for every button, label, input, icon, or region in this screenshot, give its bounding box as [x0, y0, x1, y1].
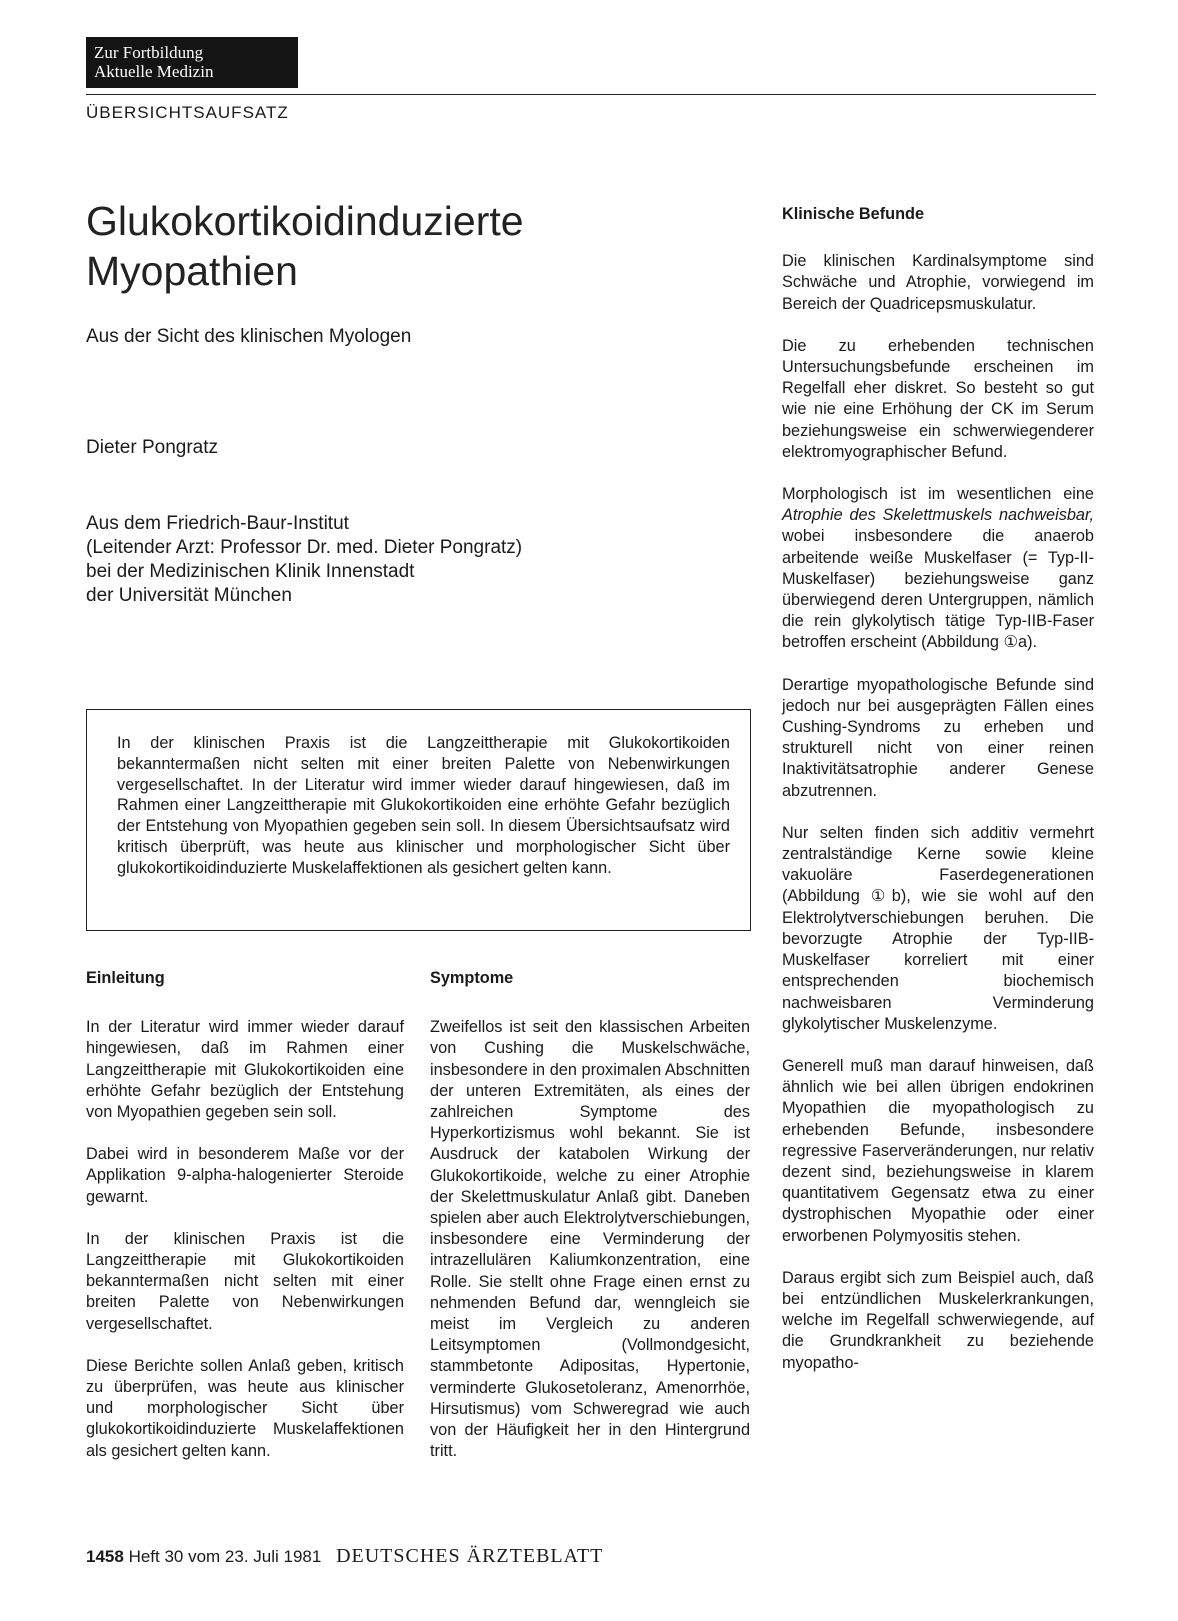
issue-info: Heft 30 vom 23. Juli 1981 [128, 1547, 322, 1566]
affiliation-line: bei der Medizinischen Klinik Innenstadt [86, 561, 415, 582]
page-number: 1458 [86, 1547, 124, 1566]
affiliation-line: Aus dem Friedrich-Baur-Institut [86, 513, 349, 534]
paragraph: Derartige myopathologische Befunde sind jedoch nur bei ausgeprägten Fällen eines Cushing-Syndroms zu erheben und strukturell nicht von einer reinen Inaktivitätsatrophie anderer Genese abzutrennen. [782, 675, 1094, 800]
paragraph-text: Morphologisch ist im wesentlichen eine [782, 485, 1094, 504]
paragraph: Nur selten finden sich additiv vermehrt zentralständige Kerne sowie kleine vakuoläre Faserdegenerationen (Abbildung ①b), wie sie wohl auf den Elektrolytverschiebungen beruhen. Die bevorzugte Atrophie der Typ-IIB-Muskelfaser korreliert mit einer entsprechenden biochemisch nachweisbaren Verminderung glykolytischer Muskelenzyme. [782, 823, 1094, 1033]
title-line-2: Myopathien [86, 248, 298, 294]
article-title [86, 196, 524, 296]
paragraph: Zweifellos ist seit den klassischen Arbeiten von Cushing die Muskelschwäche, insbesondere in den proximalen Abschnitten der unteren Extremitäten, als eines der zahlreichen Symptome des Hyperkortizismus wohl bekannt. Sie ist Ausdruck der katabolen Wirkung der Glukokortikoide, welche zu einer Atrophie der Skelettmuskulatur Anlaß gibt. Daneben spielen aber auch Elektrolytverschiebungen, insbesondere eine Verminderung der intrazellulären Kaliumkonzentration, eine Rolle. Sie stellt ohne Frage einen ernst zu nehmenden Befund dar, wenngleich sie meist im Vergleich zu anderen Leitsymptomen (Vollmondgesicht, stammbetonte Adipositas, Hypertonie, verminderte Glukosetoleranz, Amenorrhöe, Hirsutismus) vom Schweregrad wie auch von der Häufigkeit her in den Hintergrund tritt. [430, 1018, 750, 1461]
category-badge [86, 37, 298, 88]
journal-name: DEUTSCHES ÄRZTEBLATT [336, 1545, 604, 1567]
paragraph [782, 484, 1094, 654]
paragraph: Dabei wird in besonderem Maße vor der Applikation 9-alpha-halogenierter Steroide gewarnt. [86, 1145, 404, 1206]
title-line-1: Glukokortikoidinduzierte [86, 198, 524, 244]
header-rule [86, 94, 1096, 95]
page-footer [86, 1545, 603, 1568]
paragraph: Die klinischen Kardinalsymptome sind Schwäche und Atrophie, vorwiegend im Bereich der Quadricepsmuskulatur. [782, 252, 1094, 313]
paragraph: Generell muß man darauf hinweisen, daß ähnlich wie bei allen übrigen endokrinen Myopathien die myopathologisch zu erhebenden Befunde, insbesondere regressive Faserveränderungen, nur relativ dezent sind, beziehungsweise in klarem quantitativem Gegensatz etwa zu einer dystrophischen Myopathie oder einer erworbenen Polymyositis stehen. [782, 1056, 1094, 1245]
author-affiliation [86, 512, 522, 608]
affiliation-line: (Leitender Arzt: Professor Dr. med. Dieter Pongratz) [86, 537, 523, 558]
article-author: Dieter Pongratz [86, 437, 219, 458]
abstract-box [86, 709, 751, 931]
section-heading-klinische-befunde: Klinische Befunde [782, 205, 925, 223]
column-symptome [430, 968, 750, 1483]
paragraph: Diese Berichte sollen Anlaß geben, kritisch zu überprüfen, was heute aus klinischer und morphologischer Sicht über glukokortikoidinduzierte Muskelaffektionen als gesichert gelten kann. [86, 1356, 404, 1460]
paragraph: Daraus ergibt sich zum Beispiel auch, daß bei entzündlichen Muskelerkrankungen, welche im Regelfall schwerwiegende, auf die Grundkrankheit zu beziehende myopatho- [782, 1268, 1094, 1372]
section-heading-symptome: Symptome [430, 969, 514, 987]
paragraph: In der Literatur wird immer wieder darauf hingewiesen, daß im Rahmen einer Langzeittherapie mit Glukokortikoiden eine erhöhte Gefahr bezüglich der Entstehung von Myopathien gegeben sein soll. [86, 1018, 404, 1122]
abstract-text: In der klinischen Praxis ist die Langzeittherapie mit Glukokortikoiden bekanntermaßen nicht selten mit einer breiten Palette von Nebenwirkungen vergesellschaftet. In der Literatur wird immer wieder darauf hingewiesen, daß im Rahmen einer Langzeittherapie mit Glukokortikoiden eine erhöhte Gefahr bezüglich der Entstehung von Myopathien gegeben sein soll. In diesem Übersichtsaufsatz wird kritisch überprüft, was heute aus klinischer und morphologischer Sicht über glukokortikoidinduzierte Muskelaffektionen als gesichert gelten kann. [117, 734, 730, 877]
affiliation-line: der Universität München [86, 585, 292, 606]
section-heading-einleitung: Einleitung [86, 969, 165, 987]
paragraph: In der klinischen Praxis ist die Langzeittherapie mit Glukokortikoiden bekanntermaßen nicht selten mit einer breiten Palette von Nebenwirkungen vergesellschaftet. [86, 1229, 404, 1333]
paragraph: Die zu erhebenden technischen Untersuchungsbefunde erscheinen im Regelfall eher diskret. So besteht so gut wie nie eine Erhöhung der CK im Serum beziehungsweise ein schwerwiegenderer elektromyographischer Befund. [782, 336, 1094, 461]
article-subtitle: Aus der Sicht des klinischen Myologen [86, 326, 412, 347]
badge-line-1: Zur Fortbildung [94, 43, 204, 62]
column-einleitung [86, 968, 404, 1483]
column-klinische-befunde [782, 204, 1094, 1395]
badge-line-2: Aktuelle Medizin [94, 62, 214, 81]
emphasis-text: Atrophie des Skelettmuskels nachweisbar, [782, 506, 1094, 525]
paragraph-text: wobei insbesondere die anaerob arbeitende weiße Muskelfaser (= Typ-II-Muskelfaser) beziehungsweise ganz überwiegend deren Untergruppen, nämlich die rein glykolytisch tätige Typ-IIB-Faser betroffen erscheint (Abbildung ①a). [782, 527, 1094, 652]
section-label: ÜBERSICHTSAUFSATZ [86, 103, 289, 122]
